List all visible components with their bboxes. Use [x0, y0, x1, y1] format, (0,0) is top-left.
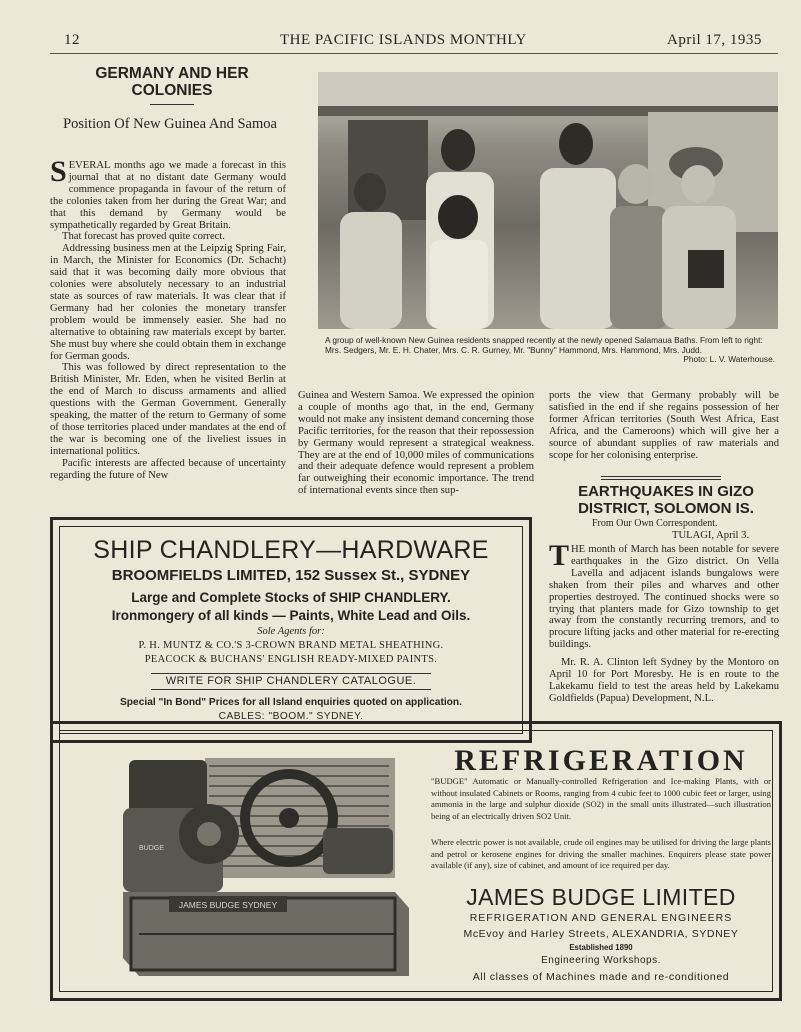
- article-title: GERMANY AND HER COLONIES: [95, 65, 249, 99]
- refrigeration-machine-illustration: [109, 738, 429, 990]
- drop-cap: T: [549, 539, 570, 572]
- budge-tagline: REFRIGERATION AND GENERAL ENGINEERS: [469, 912, 733, 924]
- group-photograph: [318, 72, 778, 329]
- budge-footer: All classes of Machines made and re-conditioned: [472, 971, 730, 983]
- issue-date: April 17, 1935: [667, 32, 762, 48]
- article-column-1: [50, 155, 286, 481]
- earthquake-title: EARTHQUAKES IN GIZO DISTRICT, SOLOMON IS.: [578, 483, 754, 517]
- budge-established: Established 1890: [569, 943, 633, 952]
- article-paragraph: This was followed by direct representation to the British Minister, Mr. Eden, when he visited Berlin at the end of March to discuss armaments and allied questions with the German Government. Generally speaking, the matter of the return to Germany of some of those territories placed under mandates at the end of the war is becoming one of the liveliest issues in international politics.: [50, 362, 286, 457]
- title-rule: [150, 104, 194, 105]
- photo-image: [318, 72, 778, 329]
- journal-title: THE PACIFIC ISLANDS MONTHLY: [280, 32, 527, 48]
- budge-company-name: JAMES BUDGE LIMITED: [466, 884, 736, 910]
- refrigeration-advertisement: [50, 721, 782, 1001]
- page-number: 12: [64, 32, 80, 48]
- ad-cables-line: CABLES: "BOOM." SYDNEY.: [218, 711, 364, 722]
- ad-catalogue-line: WRITE FOR SHIP CHANDLERY CATALOGUE.: [165, 675, 417, 687]
- article-paragraph: Addressing business men at the Leipzig Spring Fair, in March, the Minister for Economics (Dr. Schacht) said that it was becoming daily more obvious that colonies were absolutely necessary to an industrial state as sources of raw materials. It was clear that if Germany had her colonies the monetary transfer problem would be immensely easier. She had no alternative to obtaining raw materials except by barter. She must buy where she could obtain them in exchange for German goods.: [50, 243, 286, 362]
- section-rule: [601, 479, 721, 480]
- chandlery-advertisement: [50, 517, 532, 743]
- ad-agent-1: P. H. MUNTZ & CO.'S 3-CROWN BRAND METAL SHEATHING.: [138, 640, 444, 651]
- article-paragraph: ports the view that Germany probably will be satisfied in the end if she regains possession of her former African territories (South West Africa, East Africa, and the Cameroons) which will give her a source of abundant supplies of raw materials and scope for her colonising enterprise.: [549, 390, 779, 461]
- photo-credit: Photo: L. V. Waterhouse.: [683, 354, 775, 364]
- article-paragraph: Pacific interests are affected because of uncertainty regarding the future of New: [50, 457, 286, 481]
- machine-plate-text: JAMES BUDGE SYDNEY: [178, 900, 278, 910]
- drop-cap: S: [50, 155, 67, 188]
- ad-rule: [151, 673, 431, 674]
- correspondent-byline: From Our Own Correspondent.: [592, 518, 718, 529]
- ad-rule: [151, 689, 431, 690]
- dateline: TULAGI, April 3.: [672, 530, 750, 541]
- ad-company: BROOMFIELDS LIMITED, 152 Sussex St., SYDNEY: [111, 567, 471, 584]
- article-subtitle: Position Of New Guinea And Samoa: [63, 116, 277, 132]
- ad-bond-line: Special "In Bond" Prices for all Island enquiries quoted on application.: [120, 697, 462, 708]
- section-rule: [601, 476, 721, 477]
- photo-caption: A group of well-known New Guinea residents snapped recently at the newly opened Salamaua Baths. From left to right: Mrs. Sedgers, Mr. E. H. Chater, Mrs. C. R. Gurney, Mr. "Bunny" Hammond, Mrs. Hammond, Mrs. Judd.: [325, 335, 763, 356]
- article-paragraph: THE month of March has been notable for severe earthquakes in the Gizo district. On Vella Lavella and adjacent islands bungalows were shaken from their piles and wharves and other properties destroyed. The continued shocks were so trying that planters made for Gizo township to get away from the constantly recurring tremors, and to procure lifting jacks and other material for re-erecting buildings.: [549, 539, 779, 651]
- ad-headline: SHIP CHANDLERY—HARDWARE: [93, 536, 489, 564]
- budge-workshops: Engineering Workshops.: [541, 955, 661, 966]
- budge-address: McEvoy and Harley Streets, ALEXANDRIA, SYDNEY: [463, 928, 739, 940]
- earthquake-column: [549, 539, 779, 705]
- machine-badge-text: BUDGE: [139, 845, 164, 852]
- header-rule: [50, 53, 778, 54]
- ad-ironmongery-line: Ironmongery of all kinds — Paints, White Lead and Oils.: [111, 608, 471, 623]
- ad-stock-line: Large and Complete Stocks of SHIP CHANDLERY.: [131, 590, 451, 605]
- article-column-2: [298, 390, 534, 497]
- ad-agents-label: Sole Agents for:: [257, 626, 325, 637]
- article-paragraph: That forecast has proved quite correct.: [62, 231, 225, 243]
- refrigeration-body-2: Where electric power is not available, crude oil engines may be utilised for driving the large plants and petrol or kerosene engines for driving the smaller machines. Enquirers please state power available (if any), size of cabinet, and amount of ice required per day.: [431, 837, 771, 871]
- article-column-3: [549, 390, 779, 461]
- refrigeration-headline: REFRIGERATION: [454, 744, 748, 777]
- article-paragraph: Guinea and Western Samoa. We expressed the opinion a couple of months ago that, in the end, Germany would not make any insistent demand concerning those Pacific territories, for the reason that their repossession by Germany would represent a strategical weakness. They are at the end of 10,000 miles of communications and their adequate defence would represent a problem far outweighing their economic importance. The trend of international events since then sup-: [298, 390, 534, 497]
- article-paragraph: SEVERAL months ago we made a forecast in this journal that at no distant date Germany would commence propaganda in favour of the return of the colonies taken from her during the Great War; and that this demand by Germany would be sympathetically regarded by Great Britain.: [50, 155, 286, 231]
- article-paragraph: Mr. R. A. Clinton left Sydney by the Montoro on April 10 for Port Moresby. He is en route to the Lakekamu field to test the areas held by Lakekamu Goldfields (Papua) Development, N.L.: [549, 657, 779, 704]
- ad-agent-2: PEACOCK & BUCHANS' ENGLISH READY-MIXED PAINTS.: [144, 654, 438, 665]
- refrigeration-body-1: "BUDGE" Automatic or Manually-controlled Refrigeration and Ice-making Plants, with or without insulated Cabinets or Rooms, ranging from 4 cubic feet to 1000 cubic feet or larger, using ammonia in the large and sulphur dioxide (SO2) in the small units illustrated—such illustration being of an electrically driven SO2 Unit.: [431, 776, 771, 821]
